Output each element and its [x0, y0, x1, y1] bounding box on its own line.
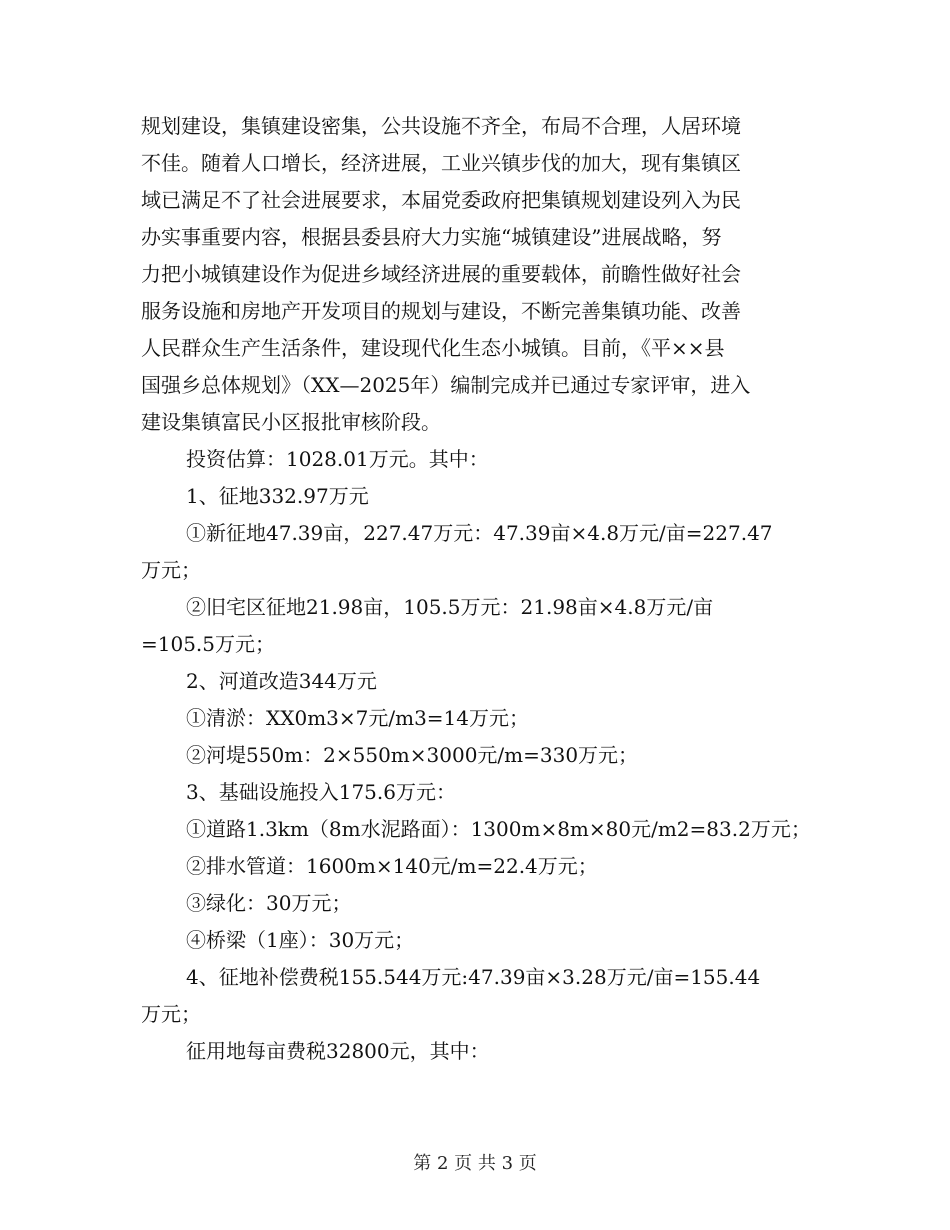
text-line: 建设集镇富民小区报批审核阶段。 [141, 410, 441, 434]
text-line: 征用地每亩费税32800元，其中： [186, 1039, 490, 1063]
text-line: ③绿化：30万元； [186, 891, 352, 915]
text-line: 投资估算：1028.01万元。其中： [186, 447, 489, 471]
page-footer: 第 2 页 共 3 页 [413, 1153, 537, 1174]
text-line: ②排水管道：1600m×140元/m=22.4万元； [186, 854, 598, 878]
text-line: 国强乡总体规划》（XX—2025年）编制完成并已通过专家评审，进入 [141, 373, 751, 397]
text-line: 人民群众生产生活条件，建设现代化生态小城镇。目前，《平××县 [141, 336, 725, 360]
text-line: ①清淤：XX0m3×7元/m3=14万元； [186, 706, 530, 730]
text-line: 服务设施和房地产开发项目的规划与建设，不断完善集镇功能、改善 [141, 299, 741, 323]
text-line: 不佳。随着人口增长，经济进展，工业兴镇步伐的加大，现有集镇区 [141, 151, 741, 175]
text-line: 域已满足不了社会进展要求，本届党委政府把集镇规划建设列入为民 [141, 188, 741, 212]
text-line: 万元； [141, 558, 201, 582]
text-line: =105.5万元； [141, 632, 276, 656]
text-line: ②旧宅区征地21.98亩，105.5万元：21.98亩×4.8万元/亩 [186, 595, 714, 619]
text-line: 1、征地332.97万元 [186, 484, 369, 508]
text-line: 力把小城镇建设作为促进乡域经济进展的重要载体，前瞻性做好社会 [141, 262, 741, 286]
text-line: 3、基础设施投入175.6万元： [186, 780, 456, 804]
text-line: ①道路1.3km（8m水泥路面）：1300m×8m×80元/m2=83.2万元； [186, 817, 811, 841]
text-line: 4、征地补偿费税155.544万元:47.39亩×3.28万元/亩=155.44 [186, 965, 761, 989]
text-line: ①新征地47.39亩，227.47万元：47.39亩×4.8万元/亩=227.47 [186, 521, 773, 545]
text-line: 2、河道改造344万元 [186, 669, 377, 693]
text-line: ②河堤550m：2×550m×3000元/m=330万元； [186, 743, 639, 767]
text-line: ④桥梁（1座）：30万元； [186, 928, 415, 952]
document-body [141, 108, 821, 1070]
text-line: 万元； [141, 1002, 201, 1026]
text-line: 办实事重要内容，根据县委县府大力实施“城镇建设”进展战略，努 [141, 225, 722, 249]
text-line: 规划建设，集镇建设密集，公共设施不齐全，布局不合理，人居环境 [141, 114, 741, 138]
